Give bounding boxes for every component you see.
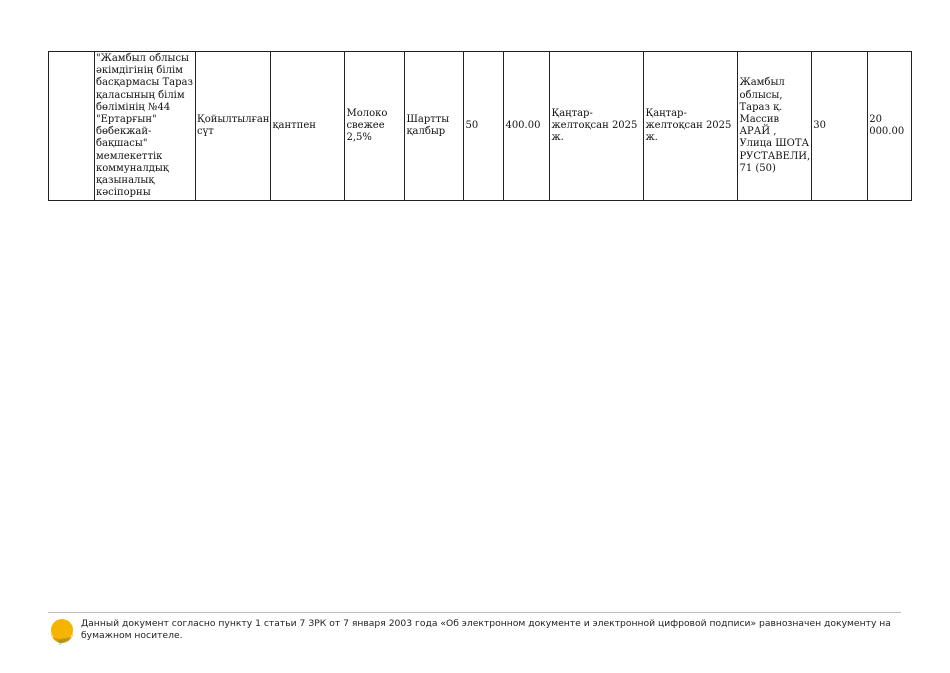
table-row <box>49 52 912 201</box>
cell-customer: "Жамбыл облысы әкімдігінің білім басқармасы Тараз қаласының білім бөлімінің №44 "Ертарғын" бөбекжай-бақшасы" мемлекеттік коммуналдық қазыналық кәсіпорны <box>95 52 196 201</box>
cell-number <box>49 52 95 201</box>
cell-delivery-period-2: Қаңтар-желтоқсан 2025 ж. <box>644 52 738 201</box>
footer <box>48 616 901 646</box>
cell-product-detail: қантпен <box>271 52 345 201</box>
svg-text:gov: gov <box>57 635 70 646</box>
cell-delivery-period: Қаңтар-желтоқсан 2025 ж. <box>550 52 644 201</box>
legal-notice: Данный документ согласно пункту 1 статьи 7 ЗРК от 7 января 2003 года «Об электронном документе и электронной цифровой подписи» равнозначен документу на бумажном носителе. <box>81 618 891 641</box>
cell-product-name: Қойылтылған сүт <box>196 52 271 201</box>
cell-advance-percent: 30 <box>812 52 868 201</box>
cell-quantity: 50 <box>464 52 504 201</box>
cell-unit-price: 400.00 <box>504 52 550 201</box>
footer-divider <box>48 612 901 613</box>
cell-product-description: Молоко свежее 2,5% <box>345 52 405 201</box>
cell-total-amount: 20 000.00 <box>868 52 912 201</box>
cell-unit: Шартты қалбыр <box>405 52 464 201</box>
procurement-table <box>48 51 912 201</box>
cell-delivery-address: Жамбыл облысы, Тараз қ. Массив АРАЙ , Улица ШОТА РУСТАВЕЛИ, 71 (50) <box>738 52 812 201</box>
egov-sun-logo-icon <box>48 616 78 646</box>
